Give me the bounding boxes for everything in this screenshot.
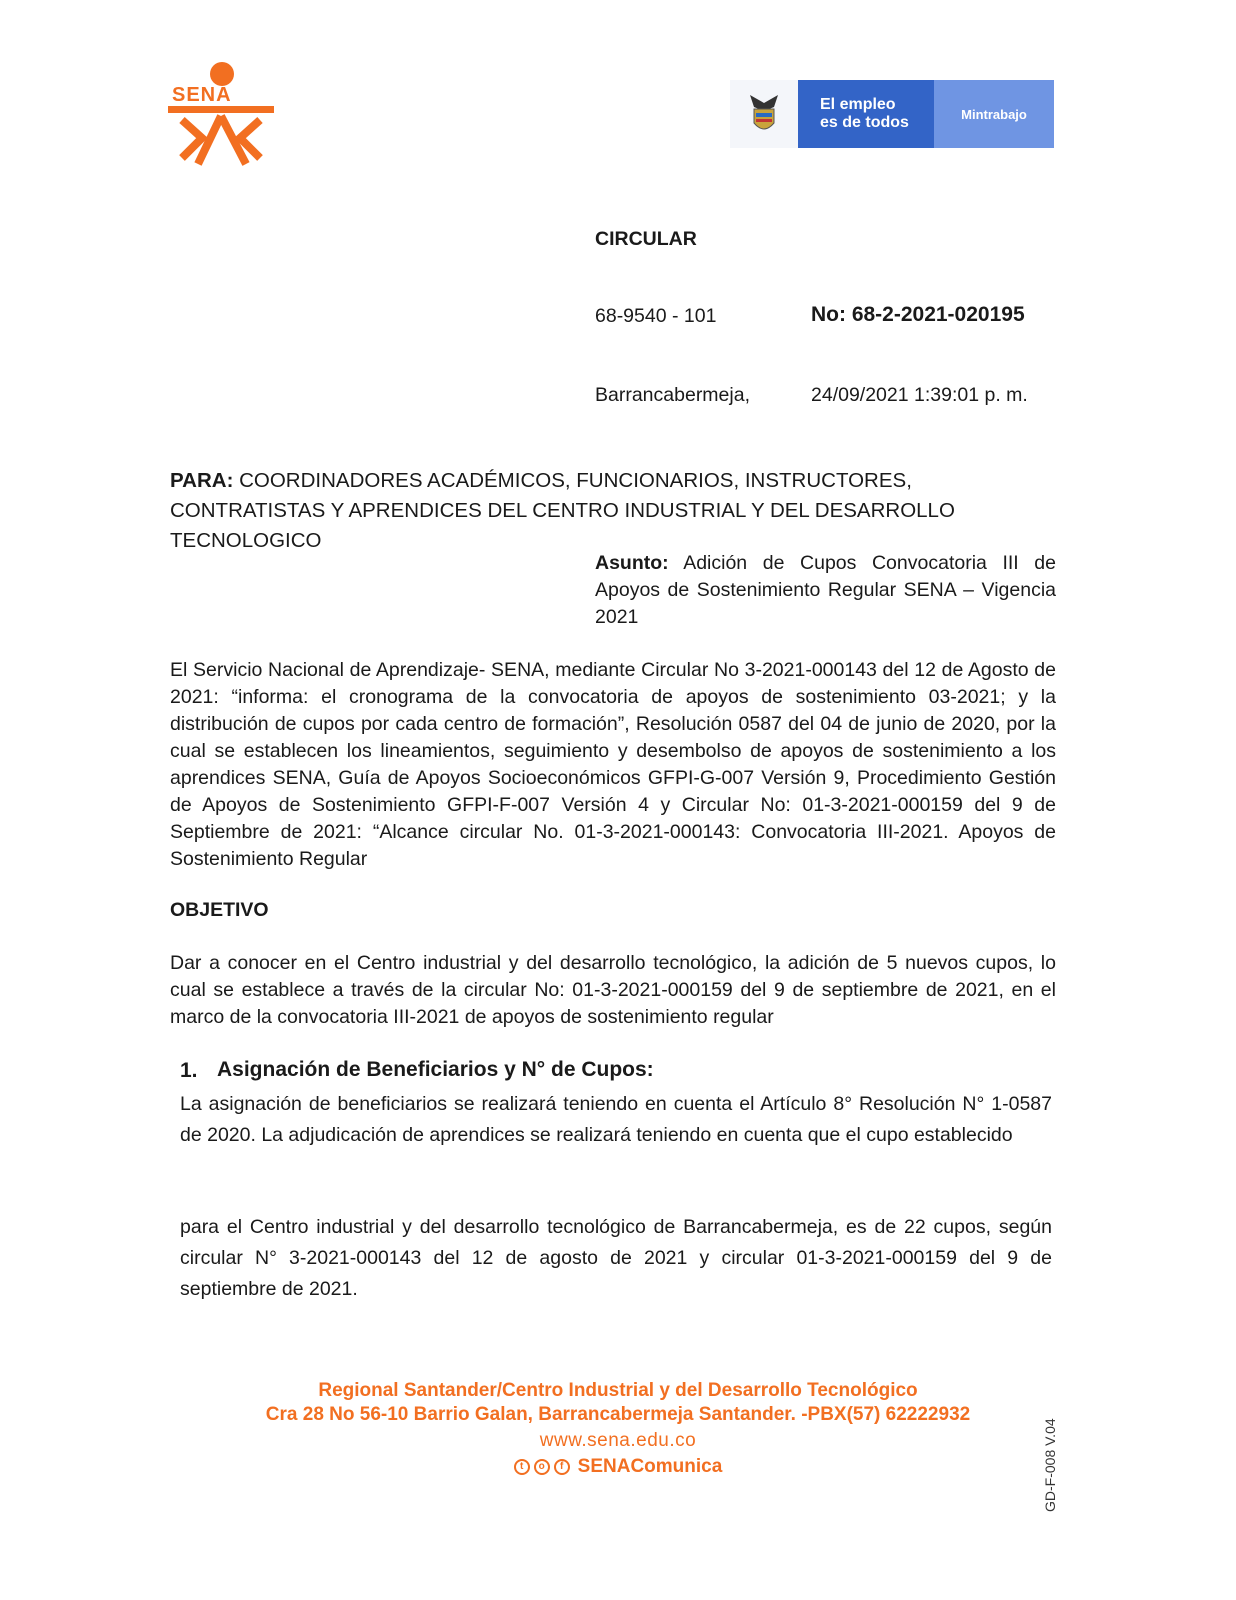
objetivo-text: Dar a conocer en el Centro industrial y del desarrollo tecnológico, la adición de 5 nuevos cupos, lo cual se establece a través de la circular No: 01-3-2021-000159 del 9 de septiembre de 2021, en el marco de la convocatoria III-2021 de apoyos de sostenimiento regular bbox=[170, 952, 1056, 1028]
footer-website[interactable]: www.sena.edu.co bbox=[539, 1430, 697, 1451]
asunto-text: Adición de Cupos Convocatoria III de Apoyos de Sostenimiento Regular SENA – Vigencia 2021 bbox=[595, 552, 1057, 628]
section1-paragraph-1: La asignación de beneficiarios se realizará teniendo en cuenta el Artículo 8° Resolución N° 1-0587 de 2020. La adjudicación de aprendices se realizará teniendo en cuenta que el cupo establecido bbox=[180, 1093, 1052, 1146]
doc-ref-code: 68-9540 - 101 bbox=[595, 305, 717, 327]
para-label: PARA: bbox=[170, 469, 234, 492]
asunto-block bbox=[595, 550, 1056, 631]
asunto-label: Asunto: bbox=[595, 552, 669, 574]
gov-banner-slogan bbox=[798, 80, 934, 148]
section1-paragraph-2: para el Centro industrial y del desarrollo tecnológico de Barrancabermeja, es de 22 cupos, según circular N° 3-2021-000143 del 12 de agosto de 2021 y circular 01-3-2021-000159 del 9 de septiembre de 2021. bbox=[180, 1216, 1052, 1300]
footer-address: Cra 28 No 56-10 Barrio Galan, Barrancabermeja Santander. -PBX(57) 62222932 bbox=[265, 1404, 971, 1425]
section1-title: Asignación de Beneficiarios y N° de Cupos: bbox=[217, 1058, 654, 1081]
para-text: COORDINADORES ACADÉMICOS, FUNCIONARIOS, INSTRUCTORES, CONTRATISTAS Y APRENDICES DEL CENTRO INDUSTRIAL Y DEL DESARROLLO TECNOLOGICO bbox=[170, 469, 955, 552]
section1-number: 1. bbox=[180, 1059, 198, 1082]
gov-banner-line2: es de todos bbox=[820, 114, 909, 131]
doc-type: CIRCULAR bbox=[595, 228, 697, 250]
para-block bbox=[170, 466, 1056, 556]
doc-number: No: 68-2-2021-020195 bbox=[811, 303, 1025, 326]
facebook-icon[interactable]: f bbox=[554, 1459, 570, 1475]
doc-datetime: 24/09/2021 1:39:01 p. m. bbox=[811, 384, 1028, 406]
gov-banner bbox=[730, 80, 1054, 148]
instagram-icon[interactable]: o bbox=[534, 1459, 550, 1475]
twitter-icon[interactable]: t bbox=[514, 1459, 530, 1475]
footer-regional: Regional Santander/Centro Industrial y del Desarrollo Tecnológico bbox=[318, 1380, 918, 1401]
gov-banner-line1: El empleo bbox=[820, 96, 896, 113]
intro-paragraph: El Servicio Nacional de Aprendizaje- SENA, mediante Circular No 3-2021-000143 del 12 de Agosto de 2021: “informa: el cronograma de la convocatoria de apoyos de sostenimiento 03-2021; y la distribución de cupos por cada centro de formación”, Resolución 0587 del 04 de junio de 2020, por la cual se establecen los lineamientos, seguimiento y desembolso de apoyos de sostenimiento a los aprendices SENA, Guía de Apoyos Socioeconómicos GFPI-G-007 Versión 9, Procedimiento Gestión de Apoyos de Sostenimiento GFPI-F-007 Versión 4 y Circular No: 01-3-2021-000159 del 9 de Septiembre de 2021: “Alcance circular No. 01-3-2021-000143: Convocatoria III-2021. Apoyos de Sostenimiento Regular bbox=[170, 659, 1056, 870]
sena-logo bbox=[168, 60, 278, 168]
footer-social-handle[interactable]: SENAComunica bbox=[577, 1456, 723, 1477]
gov-banner-ministry: Mintrabajo bbox=[934, 80, 1054, 148]
doc-city: Barrancabermeja, bbox=[595, 384, 750, 406]
objetivo-heading: OBJETIVO bbox=[170, 899, 269, 921]
doc-form-code: GD-F-008 V.04 bbox=[1042, 1418, 1058, 1512]
sena-logo-text: SENA bbox=[172, 84, 232, 106]
colombia-seal-icon bbox=[730, 80, 798, 148]
